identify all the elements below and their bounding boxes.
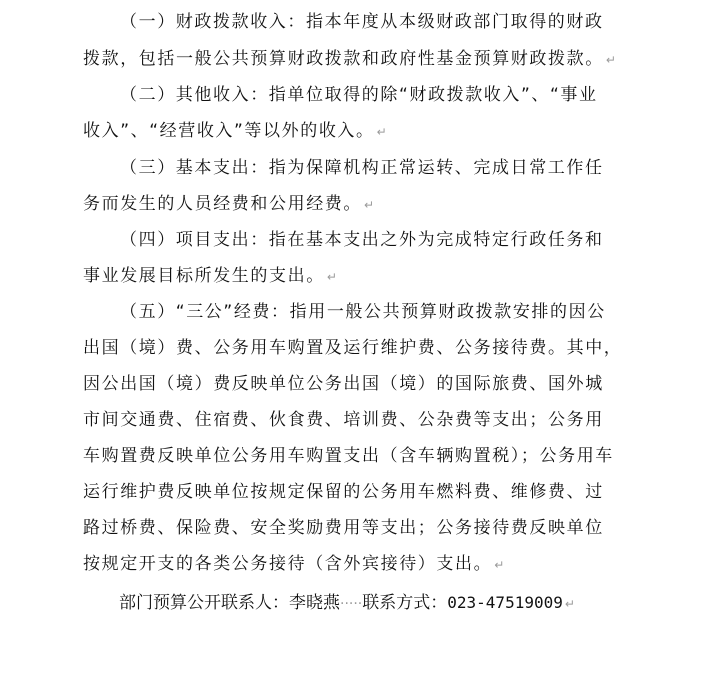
paragraph-5-line-6 [83, 478, 604, 506]
paragraph-mark-icon: ↵ [494, 558, 505, 572]
paragraph-2-line-1 [120, 81, 598, 109]
paragraph-mark-icon: ↵ [364, 198, 375, 212]
text-run: 收入”、“经营收入”等以外的收入。 [83, 121, 375, 141]
text-run: 因公出国（境）费反映单位公务出国（境）的国际旅费、国外城 [83, 374, 604, 394]
paragraph-3-line-1 [120, 154, 604, 182]
text-run: 路过桥费、保险费、安全奖励费用等支出；公务接待费反映单位 [83, 518, 604, 538]
text-run: （三）基本支出：指为保障机构正常运转、完成日常工作任 [120, 158, 604, 178]
paragraph-4-line-2 [83, 262, 337, 290]
paragraph-mark-icon: ↵ [326, 270, 337, 284]
text-run: 务而发生的人员经费和公用经费。 [83, 194, 362, 214]
text-run: 出国（境）费、公务用车购置及运行维护费、公务接待费。其中， [83, 338, 623, 358]
text-run: （四）项目支出：指在基本支出之外为完成特定行政任务和 [120, 230, 604, 250]
paragraph-3-line-2 [83, 190, 374, 218]
text-run: （一）财政拨款收入：指本年度从本级财政部门取得的财政 [120, 12, 604, 32]
contact-phone: 023-47519009 [447, 593, 563, 612]
paragraph-5-line-4 [83, 406, 604, 434]
paragraph-5-line-5 [83, 442, 614, 470]
paragraph-2-line-2 [83, 117, 387, 145]
paragraph-5-line-7 [83, 514, 604, 542]
paragraph-mark-icon: ↵ [564, 597, 575, 611]
text-run: （二）其他收入：指单位取得的除“财政拨款收入”、“事业 [120, 85, 598, 105]
text-run: 拨款，包括一般公共预算财政拨款和政府性基金预算财政拨款。 [83, 49, 604, 69]
text-run: 事业发展目标所发生的支出。 [83, 266, 325, 286]
paragraph-5-line-3 [83, 370, 604, 398]
contact-method-label: 联系方式： [362, 593, 448, 613]
text-run: （五）“三公”经费：指用一般公共预算财政拨款安排的因公 [120, 302, 606, 322]
paragraph-mark-icon: ↵ [605, 53, 616, 67]
paragraph-mark-icon: ↵ [376, 125, 387, 139]
paragraph-5-line-1 [120, 298, 606, 326]
contact-person: 部门预算公开联系人：李晓燕 [119, 593, 340, 613]
paragraph-5-line-2 [83, 334, 622, 362]
paragraph-4-line-1 [120, 226, 604, 254]
paragraph-1-line-1 [120, 8, 604, 36]
text-run: 车购置费反映单位公务用车购置支出（含车辆购置税）；公务用车 [83, 446, 614, 466]
tab-leader-dots: ····· [340, 596, 363, 612]
text-run: 按规定开支的各类公务接待（含外宾接待）支出。 [83, 554, 493, 574]
contact-line [119, 589, 575, 617]
paragraph-5-line-8 [83, 550, 504, 578]
text-run: 运行维护费反映单位按规定保留的公务用车燃料费、维修费、过 [83, 482, 604, 502]
text-run: 市间交通费、住宿费、伙食费、培训费、公杂费等支出；公务用 [83, 410, 604, 430]
paragraph-1-line-2 [83, 45, 616, 73]
